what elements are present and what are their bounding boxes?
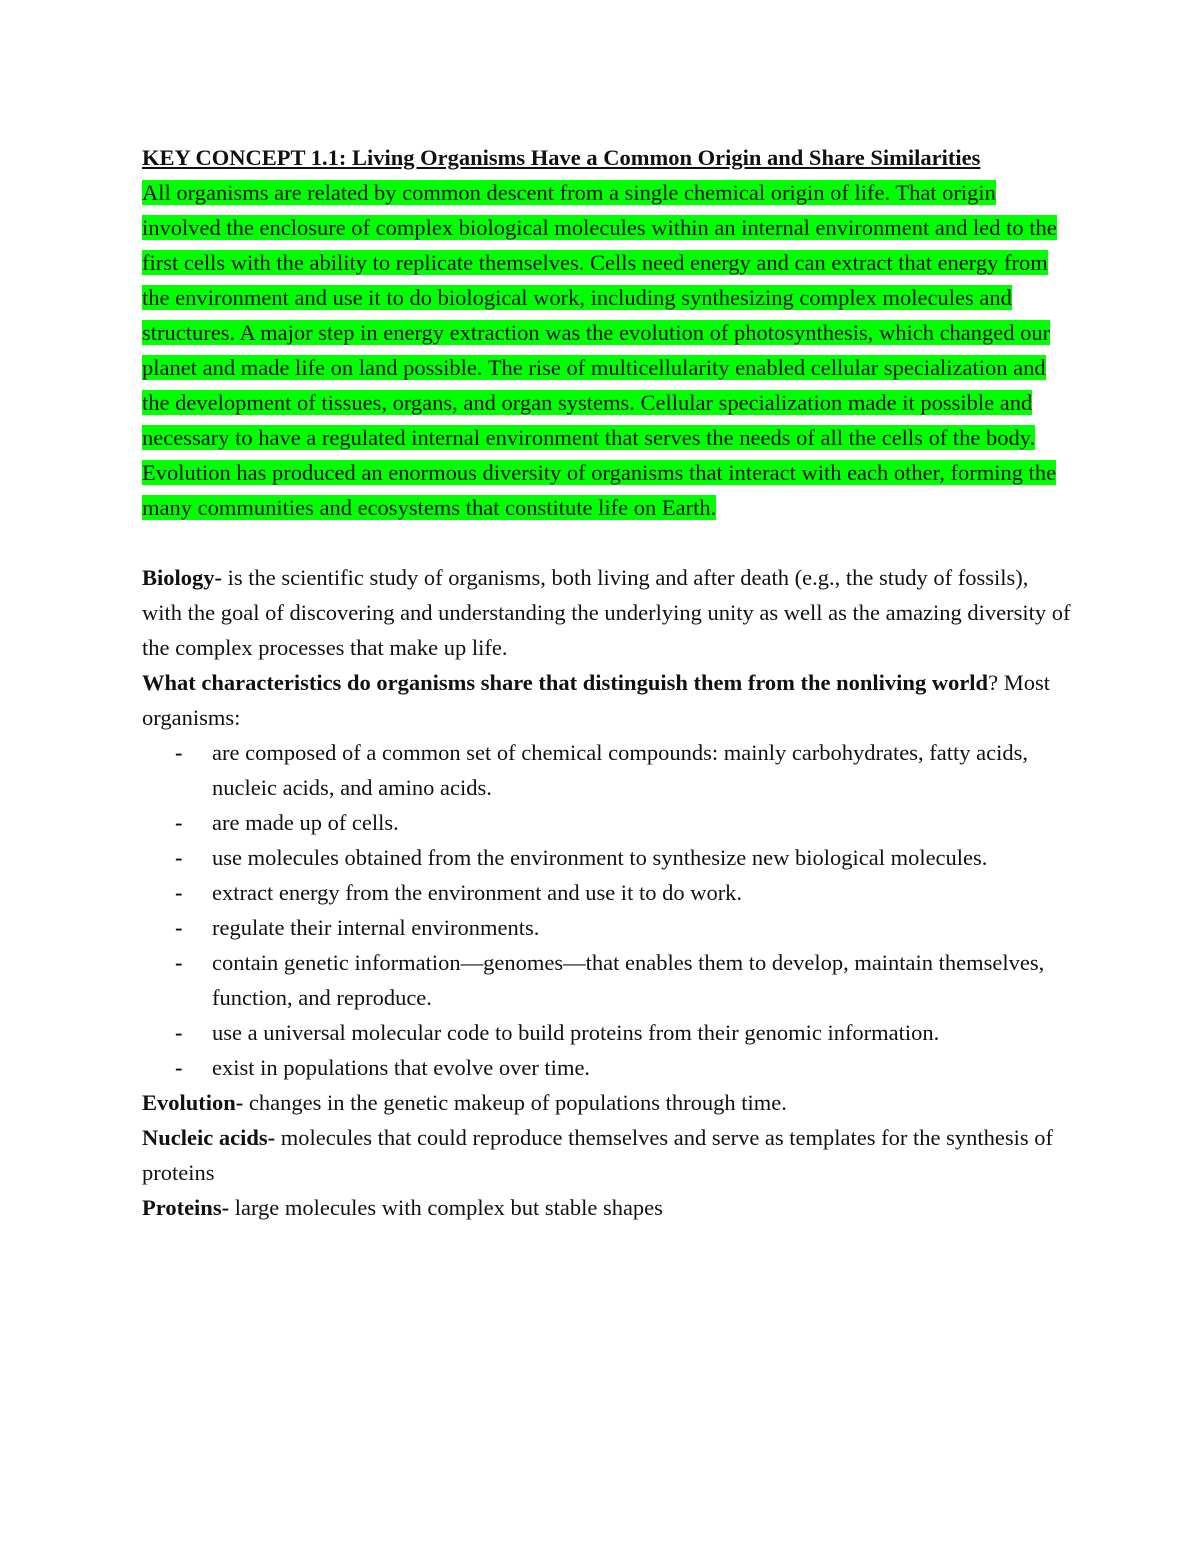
bullet-dash: -: [175, 740, 183, 765]
evolution-definition: [142, 1085, 1072, 1120]
proteins-definition: [142, 1190, 1072, 1225]
list-item-text: contain genetic information—genomes—that enables them to develop, maintain themselves, function, and reproduce.: [212, 950, 1045, 1010]
nucleic-acids-definition: [142, 1120, 1072, 1190]
highlighted-summary-text: All organisms are related by common descent from a single chemical origin of life. That origin involved the enclosure of complex biological molecules within an internal environment and led to the first cells with the ability to replicate themselves. Cells need energy and can extract that energy from the environment and use it to do biological work, including synthesizing complex molecules and structures. A major step in energy extraction was the evolution of photosynthesis, which changed our planet and made life on land possible. The rise of multicellularity enabled cellular specialization and the development of tissues, organs, and organ systems. Cellular specialization made it possible and necessary to have a regulated internal environment that serves the needs of all the cells of the body. Evolution has produced an enormous diversity of organisms that interact with each other, forming the many communities and ecosystems that constitute life on Earth.: [142, 180, 1057, 520]
characteristics-list: [142, 735, 1072, 1085]
list-item: [175, 1050, 1072, 1085]
list-item-text: exist in populations that evolve over time.: [212, 1055, 591, 1080]
bullet-dash: -: [175, 915, 183, 940]
bullet-dash: -: [175, 950, 183, 975]
list-item-text: use molecules obtained from the environment to synthesize new biological molecules.: [212, 845, 988, 870]
characteristics-question: [142, 665, 1072, 735]
list-item: [175, 910, 1072, 945]
list-item: [175, 840, 1072, 875]
bullet-dash: -: [175, 1055, 183, 1080]
list-item: [175, 875, 1072, 910]
biology-definition-text: is the scientific study of organisms, both living and after death (e.g., the study of fossils), with the goal of discovering and understanding the underlying unity as well as the amazing diversity of the complex processes that make up life.: [142, 565, 1071, 660]
list-item: [175, 735, 1072, 805]
list-item-text: extract energy from the environment and use it to do work.: [212, 880, 743, 905]
bullet-dash: -: [175, 810, 183, 835]
paragraph-spacer: [142, 525, 1072, 560]
list-item: [175, 1015, 1072, 1050]
list-item: [175, 945, 1072, 1015]
bullet-dash: -: [175, 1020, 183, 1045]
characteristics-question-bold: What characteristics do organisms share that distinguish them from the nonliving world: [142, 670, 989, 695]
bullet-dash: -: [175, 845, 183, 870]
list-item-text: are composed of a common set of chemical compounds: mainly carbohydrates, fatty acids, nucleic acids, and amino acids.: [212, 740, 1028, 800]
nucleic-acids-term: Nucleic acids-: [142, 1125, 276, 1150]
proteins-definition-text: large molecules with complex but stable shapes: [229, 1195, 663, 1220]
biology-definition: [142, 560, 1072, 665]
nucleic-acids-definition-text: molecules that could reproduce themselves and serve as templates for the synthesis of proteins: [142, 1125, 1053, 1185]
document-page: [142, 140, 1072, 1225]
biology-term: Biology-: [142, 565, 223, 590]
list-item-text: regulate their internal environments.: [212, 915, 540, 940]
evolution-term: Evolution-: [142, 1090, 244, 1115]
characteristics-question-rest: ? Most organisms:: [142, 670, 1050, 730]
bullet-dash: -: [175, 880, 183, 905]
evolution-definition-text: changes in the genetic makeup of populations through time.: [243, 1090, 787, 1115]
proteins-term: Proteins-: [142, 1195, 230, 1220]
key-concept-heading: KEY CONCEPT 1.1: Living Organisms Have a Common Origin and Share Similarities: [142, 145, 981, 170]
list-item-text: use a universal molecular code to build proteins from their genomic information.: [212, 1020, 940, 1045]
list-item: [175, 805, 1072, 840]
list-item-text: are made up of cells.: [212, 810, 399, 835]
highlighted-summary-paragraph: [142, 175, 1072, 525]
